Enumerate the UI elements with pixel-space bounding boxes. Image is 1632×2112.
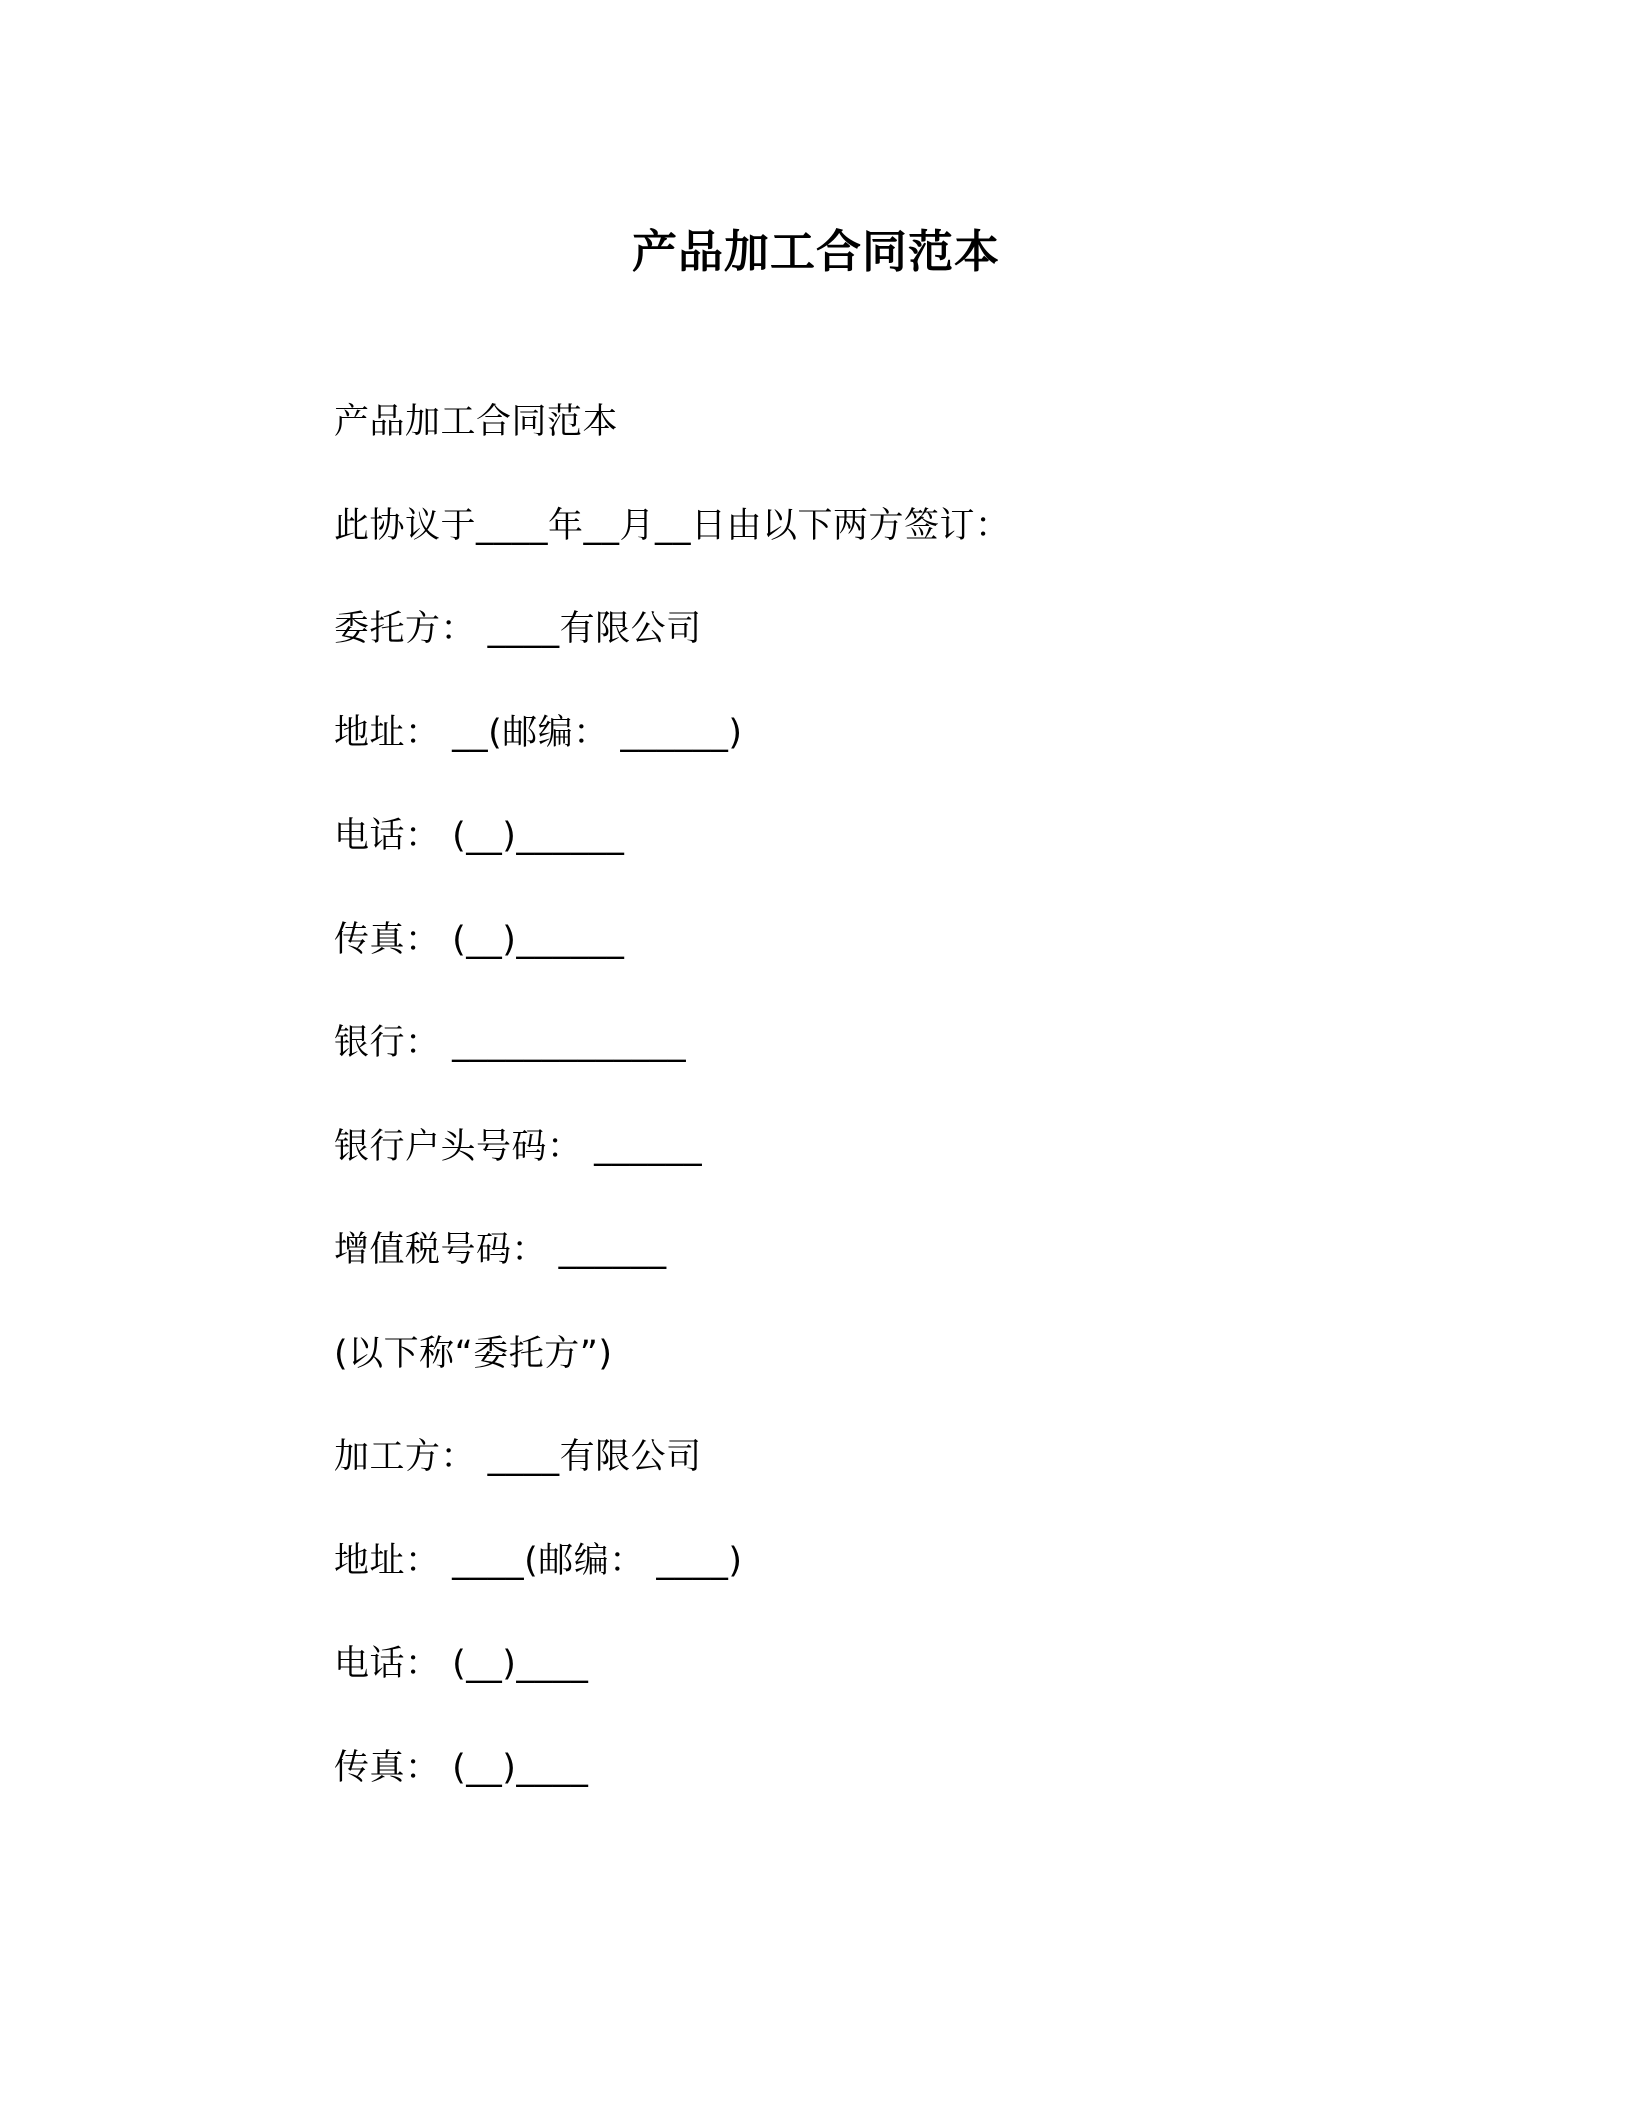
client-address-line: 地址： __(邮编： ______)	[334, 712, 743, 753]
subtitle-line: 产品加工合同范本	[334, 402, 619, 442]
client-fax-line: 传真： (__)______	[334, 919, 625, 960]
contract-body	[334, 397, 1434, 1846]
client-alias-line: (以下称“委托方”)	[334, 1333, 613, 1374]
processor-phone-line: 电话： (__)____	[334, 1644, 589, 1684]
processor-address-line: 地址： ____(邮编： ____)	[334, 1540, 743, 1581]
processor-company-line: 加工方： ____有限公司	[334, 1437, 702, 1477]
agreement-date-line: 此协议于____年__月__日由以下两方签订：	[334, 505, 1011, 546]
client-company-line: 委托方： ____有限公司	[334, 609, 702, 649]
client-phone-line: 电话： (__)______	[334, 816, 625, 856]
client-vat-number-line: 增值税号码： ______	[334, 1230, 667, 1270]
document-title: 产品加工合同范本	[631, 225, 1000, 278]
client-bank-line: 银行： _____________	[334, 1023, 687, 1063]
client-bank-account-line: 银行户头号码： ______	[334, 1126, 703, 1167]
processor-fax-line: 传真： (__)____	[334, 1747, 589, 1788]
